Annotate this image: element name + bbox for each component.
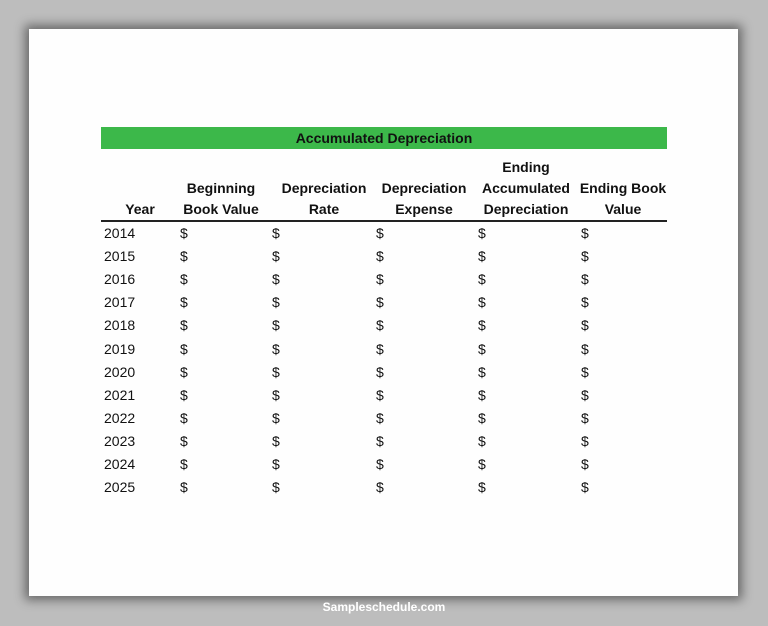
cell-beginning-book-value: $	[180, 340, 188, 357]
cell-ending-accumulated-depreciation: $	[478, 409, 486, 426]
cell-ending-accumulated-depreciation: $	[478, 294, 486, 311]
row-year: 2024	[104, 456, 136, 472]
cell-depreciation-expense: $	[376, 248, 384, 265]
cell-ending-book-value: $	[581, 456, 589, 472]
cell-depreciation-rate: $	[272, 248, 280, 265]
header-line: Accumulated	[482, 180, 570, 196]
header-line: Expense	[395, 201, 453, 217]
header-line: Depreciation	[281, 180, 367, 196]
cell-ending-book-value: $	[581, 386, 589, 403]
cell-depreciation-rate: $	[272, 271, 280, 288]
cell-depreciation-expense: $	[376, 386, 384, 403]
row-year: 2015	[104, 248, 136, 265]
header-line: Year	[125, 201, 155, 217]
cell-ending-accumulated-depreciation: $	[478, 386, 486, 403]
column-header-ending-book-value	[563, 178, 683, 220]
cell-ending-accumulated-depreciation: $	[478, 317, 486, 334]
cell-depreciation-expense: $	[376, 479, 384, 496]
cell-beginning-book-value: $	[180, 432, 188, 449]
cell-beginning-book-value: $	[180, 386, 188, 403]
cell-beginning-book-value: $	[180, 363, 188, 380]
cell-ending-accumulated-depreciation: $	[478, 340, 486, 357]
cell-depreciation-expense: $	[376, 271, 384, 288]
cell-depreciation-rate: $	[272, 432, 280, 449]
cell-ending-book-value: $	[581, 271, 589, 288]
cell-ending-accumulated-depreciation: $	[478, 225, 486, 241]
cell-beginning-book-value: $	[180, 271, 188, 288]
cell-depreciation-rate: $	[272, 363, 280, 380]
cell-beginning-book-value: $	[180, 479, 188, 496]
cell-depreciation-rate: $	[272, 340, 280, 357]
row-year: 2020	[104, 363, 136, 380]
header-line: Depreciation	[483, 201, 569, 217]
cell-ending-book-value: $	[581, 248, 589, 265]
header-line: Depreciation	[381, 180, 467, 196]
cell-depreciation-rate: $	[272, 294, 280, 311]
cell-ending-book-value: $	[581, 432, 589, 449]
cell-depreciation-expense: $	[376, 225, 384, 241]
cell-ending-accumulated-depreciation: $	[478, 271, 486, 288]
cell-ending-book-value: $	[581, 317, 589, 334]
cell-depreciation-expense: $	[376, 317, 384, 334]
column-header-beginning-book-value	[161, 178, 281, 220]
cell-ending-book-value: $	[581, 479, 589, 496]
cell-depreciation-rate: $	[272, 225, 280, 241]
cell-depreciation-expense: $	[376, 294, 384, 311]
header-line: Book Value	[183, 201, 259, 217]
header-line: Ending	[502, 159, 550, 175]
cell-ending-accumulated-depreciation: $	[478, 479, 486, 496]
row-year: 2023	[104, 432, 136, 449]
cell-depreciation-expense: $	[376, 340, 384, 357]
header-line: Rate	[308, 201, 340, 217]
cell-ending-accumulated-depreciation: $	[478, 363, 486, 380]
cell-depreciation-rate: $	[272, 409, 280, 426]
cell-ending-book-value: $	[581, 363, 589, 380]
header-rule	[101, 220, 667, 222]
cell-beginning-book-value: $	[180, 409, 188, 426]
cell-ending-book-value: $	[581, 409, 589, 426]
cell-depreciation-rate: $	[272, 317, 280, 334]
cell-depreciation-expense: $	[376, 409, 384, 426]
header-line: Value	[604, 201, 642, 217]
row-year: 2019	[104, 340, 136, 357]
cell-ending-book-value: $	[581, 340, 589, 357]
cell-beginning-book-value: $	[180, 456, 188, 472]
row-year: 2022	[104, 409, 136, 426]
cell-depreciation-rate: $	[272, 479, 280, 496]
cell-beginning-book-value: $	[180, 317, 188, 334]
row-year: 2017	[104, 294, 136, 311]
cell-ending-accumulated-depreciation: $	[478, 248, 486, 265]
cell-depreciation-rate: $	[272, 456, 280, 472]
row-year: 2021	[104, 386, 136, 403]
cell-ending-book-value: $	[581, 294, 589, 311]
header-line: Beginning	[186, 180, 256, 196]
row-year: 2016	[104, 271, 136, 288]
cell-ending-accumulated-depreciation: $	[478, 432, 486, 449]
row-year: 2014	[104, 225, 136, 241]
cell-ending-book-value: $	[581, 225, 589, 241]
document-page	[29, 29, 738, 596]
watermark: Sampleschedule.com	[322, 600, 446, 614]
cell-depreciation-expense: $	[376, 363, 384, 380]
cell-depreciation-rate: $	[272, 386, 280, 403]
cell-ending-accumulated-depreciation: $	[478, 456, 486, 472]
row-year: 2025	[104, 479, 136, 496]
table-title-banner: Accumulated Depreciation	[101, 127, 667, 149]
cell-beginning-book-value: $	[180, 225, 188, 241]
cell-depreciation-expense: $	[376, 456, 384, 472]
row-year: 2018	[104, 317, 136, 334]
header-line: Ending Book	[579, 180, 667, 196]
cell-beginning-book-value: $	[180, 294, 188, 311]
cell-beginning-book-value: $	[180, 248, 188, 265]
cell-depreciation-expense: $	[376, 432, 384, 449]
